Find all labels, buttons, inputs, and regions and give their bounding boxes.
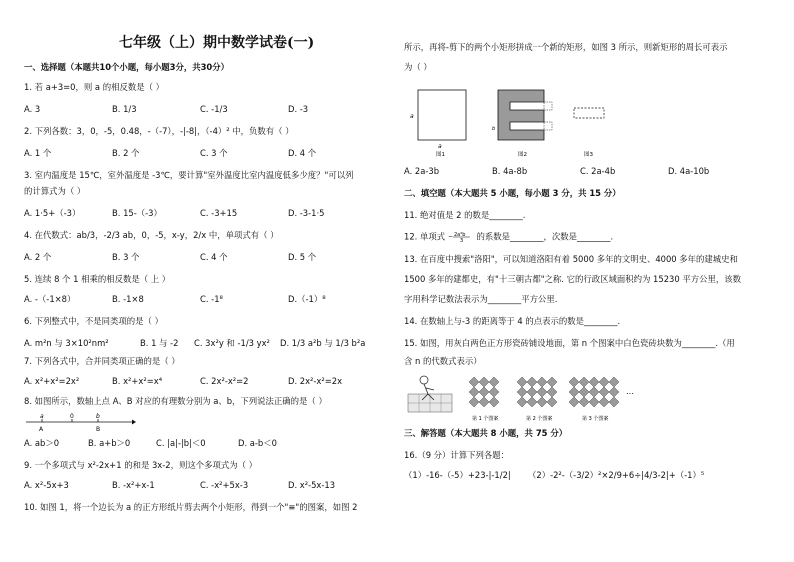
figure-2-notch-1 — [544, 102, 552, 110]
svg-text:3: 3 — [459, 238, 463, 243]
q4-option-a: A. 2 个 — [24, 252, 52, 262]
q4-stem: 4. 在代数式：ab/3，-2/3 ab，0，-5，x-y，2/x 中，单项式有（ ） — [24, 230, 279, 240]
q8-option-b: B. a+b＞0 — [88, 438, 131, 448]
q7-option-c: C. 2x²-x²=2 — [200, 376, 249, 386]
ellipsis-text: … — [626, 387, 634, 396]
q4-option-d: D. 5 个 — [288, 252, 317, 262]
pattern-3-caption: 第 3 个图案 — [582, 416, 609, 422]
page-title: 七年级（上）期中数学试卷(一) — [119, 35, 315, 51]
q3-option-c: C. -3+15 — [200, 208, 238, 218]
label-point-a: A — [39, 426, 44, 433]
svg-text:−: − — [447, 233, 453, 240]
q7-option-a: A. x²+x²=2x² — [24, 376, 80, 386]
q6-option-d: D. 1/3 a²b 与 1/3 b²a — [280, 338, 366, 348]
q8-stem: 8. 如图所示，数轴上点 A、B 对应的有理数分别为 a、b，下列说法正确的是（ ） — [24, 396, 327, 406]
q6-stem: 6. 下列整式中，不是同类项的是（ ） — [24, 316, 163, 326]
q8-option-c: C. |a|-|b|＜0 — [156, 438, 206, 448]
q7-stem: 7. 下列各式中，合并同类项正确的是（ ） — [24, 356, 180, 366]
q4-option-b: B. 3 个 — [112, 252, 140, 262]
q12-prefix: 12. 单项式 — [404, 231, 446, 242]
figure-2-notch-2 — [544, 122, 552, 130]
q1-option-b: B. 1/3 — [112, 104, 137, 114]
q10-figures — [408, 80, 608, 160]
q2-option-d: D. 4 个 — [288, 148, 317, 158]
q16-heading: 16.（9 分）计算下列各题： — [404, 450, 510, 460]
q6-option-a: A. m²n 与 3×10²nm² — [24, 338, 109, 348]
figure-2-b-label: b — [492, 126, 496, 132]
q3-stem-cont: 的计算式为（ ） — [24, 186, 86, 196]
q1-option-d: D. -3 — [288, 104, 309, 114]
q12-monomial-fraction — [448, 231, 474, 243]
label-zero: 0 — [70, 413, 74, 420]
label-b: b — [96, 413, 100, 420]
label-a: a — [40, 413, 44, 420]
q10-stem-cont-2: 为（ ） — [404, 62, 432, 72]
q2-stem: 2. 下列各数：3，0，-5，0.48，-（-7），-|-8|，（-4）² 中，负数有（ ） — [24, 126, 294, 136]
number-line-figure — [24, 412, 136, 434]
pattern-2-caption: 第 2 个图案 — [526, 416, 553, 422]
q8-option-d: D. a-b＜0 — [238, 438, 277, 448]
q8-option-a: A. ab＞0 — [24, 438, 60, 448]
q9-option-c: C. -x²+5x-3 — [200, 480, 249, 490]
q13-line-3: 字用科学记数法表示为________平方公里. — [404, 294, 558, 304]
q3-option-a: A. 1·5+（-3） — [24, 208, 81, 218]
q13-line-2: 1500 多年的建都史，有"十三朝古都"之称. 它的行政区域面积约为 15230 平方公里，该数 — [404, 274, 741, 284]
worker-illustration — [408, 376, 452, 412]
q10-stem: 10. 如图 1，将一个边长为 a 的正方形纸片剪去两个小矩形，得到一个"≡"的图案，如图 2 — [24, 502, 358, 512]
figure-2-shape — [498, 90, 544, 140]
q1-option-a: A. 3 — [24, 104, 41, 114]
figure-1-caption: 图1 — [436, 152, 445, 158]
q1-stem: 1. 若 a+3=0，则 a 的相反数是（ ） — [24, 82, 165, 92]
q1-option-c: C. -1/3 — [200, 104, 228, 114]
q3-option-b: B. 15-（-3） — [112, 208, 162, 218]
figure-1-square — [418, 90, 466, 140]
q5-option-d: D.（-1）⁸ — [288, 294, 326, 304]
section-1-heading: 一、选择题（本题共10个小题，每小题3分，共30分） — [24, 62, 230, 72]
q5-option-c: C. -1⁸ — [200, 294, 223, 304]
q5-option-b: B. -1×8 — [112, 294, 144, 304]
q10-stem-cont-1: 所示，再将-剪下的两个小矩形拼成一个新的矩形，如图 3 所示，则新矩形的周长可表示 — [404, 42, 728, 52]
q5-stem: 5. 连续 8 个 1 相乘的相反数是（ 上 ） — [24, 274, 171, 284]
q2-option-a: A. 1 个 — [24, 148, 52, 158]
q10-option-a: A. 2a-3b — [404, 166, 440, 176]
q15-line-2: 含 n 的代数式表示） — [404, 356, 482, 366]
pattern-1 — [469, 377, 499, 407]
q7-option-d: D. 2x²-x²=2x — [288, 376, 343, 386]
q9-option-b: B. -x²+x-1 — [112, 480, 155, 490]
pattern-1-caption: 第 1 个图案 — [472, 416, 499, 422]
q6-option-c: C. 3x²y 和 -1/3 yx² — [194, 338, 270, 348]
q16-part-1: （1）-16-（-5）+23-|-1/2| — [404, 470, 511, 480]
q16-part-2: （2）-2²-（-3/2）²×2/9+6÷|4/3-2|+（-1）⁵ — [528, 470, 705, 480]
section-3-heading: 三、解答题（本大题共 8 小题，共 75 分） — [404, 428, 568, 438]
q2-option-b: B. 2 个 — [112, 148, 140, 158]
q5-option-a: A. -（-1×8） — [24, 294, 76, 304]
q6-option-b: B. 1 与 -2 — [140, 338, 179, 348]
arrow-head-icon — [132, 420, 136, 425]
q10-option-d: D. 4a-10b — [668, 166, 710, 176]
q2-option-c: C. 3 个 — [200, 148, 228, 158]
q14-text: 14. 在数轴上与-3 的距离等于 4 的点表示的数是________. — [404, 316, 621, 326]
q15-line-1: 15. 如图，用灰白两色正方形瓷砖铺设地面，第 n 个图案中白色瓷砖块数为________.（用 — [404, 338, 735, 348]
q4-option-c: C. 4 个 — [200, 252, 228, 262]
q9-option-a: A. x²-5x+3 — [24, 480, 69, 490]
q11-text: 11. 绝对值是 2 的数是________. — [404, 210, 526, 220]
figure-1-bottom-label: a — [438, 143, 442, 150]
label-point-b: B — [96, 426, 101, 433]
q3-option-d: D. -3-1·5 — [288, 208, 325, 218]
pattern-3 — [569, 377, 619, 407]
q9-stem: 9. 一个多项式与 x²-2x+1 的和是 3x-2，则这个多项式为（ ） — [24, 460, 258, 470]
q12-line — [404, 231, 613, 243]
q7-option-b: B. x²+x²=x⁴ — [112, 376, 163, 386]
svg-text:2a²b: 2a²b — [453, 232, 466, 238]
figure-1-side-label: a — [410, 113, 414, 120]
q13-line-1: 13. 在百度中搜索"洛阳"，可以知道洛阳有着 5000 多年的文明史、4000 多年的建城史和 — [404, 254, 738, 264]
q10-option-b: B. 4a-8b — [492, 166, 528, 176]
q9-option-d: D. x²-5x-13 — [288, 480, 336, 490]
q15-tile-patterns — [404, 372, 664, 422]
q3-stem: 3. 室内温度是 15℃，室外温度是 -3℃，要计算"室外温度比室内温度低多少度？"可以列 — [24, 170, 354, 180]
figure-3-rectangle — [574, 108, 604, 118]
pattern-2 — [517, 377, 557, 407]
section-2-heading: 二、填空题（本大题共 5 小题，每小题 3 分，共 15 分） — [404, 188, 621, 198]
q12-suffix: 的系数是________，次数是________. — [476, 231, 614, 242]
figure-2-caption: 图2 — [518, 152, 527, 158]
figure-3-caption: 图3 — [584, 152, 593, 158]
q10-option-c: C. 2a-4b — [580, 166, 616, 176]
